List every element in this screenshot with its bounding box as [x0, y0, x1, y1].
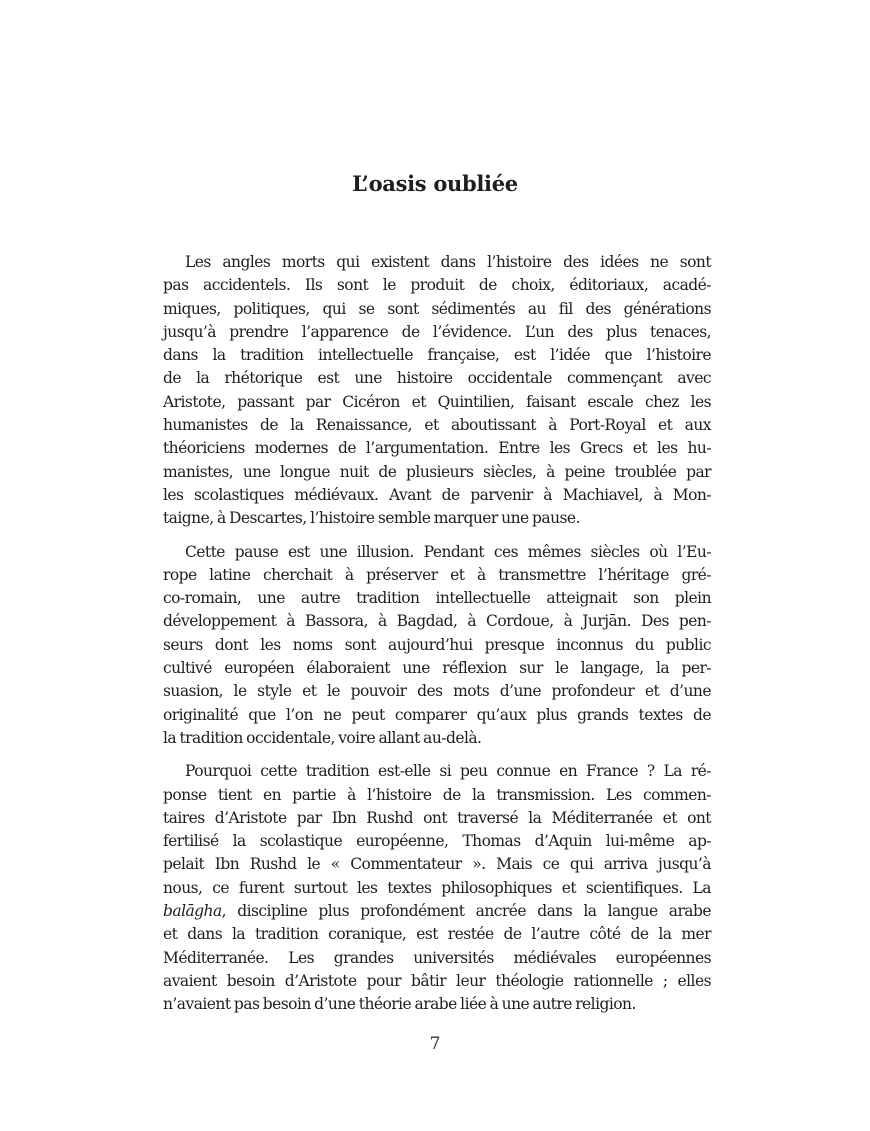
page-number: 7	[429, 1034, 441, 1054]
text-line: et dans la tradition coranique, est restée de l’autre côté de la mer	[163, 925, 711, 944]
text-line: balāgha, discipline plus profondément ancrée dans la langue arabe	[163, 902, 711, 921]
text-line: Les angles morts qui existent dans l’histoire des idées ne sont	[185, 253, 711, 271]
text-line: taires d’Aristote par Ibn Rushd ont traversé la Méditerranée et ont	[163, 808, 711, 827]
paragraph-2	[163, 541, 711, 751]
text-line: les scolastiques médiévaux. Avant de parvenir à Machiavel, à Mon-	[163, 485, 711, 504]
text-line: théoriciens modernes de l’argumentation. Entre les Grecs et les hu-	[163, 439, 711, 458]
text-line: Méditerranée. Les grandes universités médiévales européennes	[163, 948, 711, 967]
text-line: miques, politiques, qui se sont sédimentés au fil des générations	[163, 299, 711, 318]
text-line: ponse tient en partie à l’histoire de la transmission. Les commen-	[163, 785, 711, 804]
text-line: pas accidentels. Ils sont le produit de choix, éditoriaux, acadé-	[163, 276, 711, 295]
text-line: Pourquoi cette tradition est-elle si peu connue en France ? La ré-	[185, 762, 711, 781]
text-line: cultivé européen élaboraient une réflexion sur le langage, la per-	[163, 659, 711, 678]
text-line: humanistes de la Renaissance, et aboutissant à Port-Royal et aux	[163, 416, 711, 435]
text-line: rope latine cherchait à préserver et à transmettre l’héritage gré-	[163, 565, 711, 584]
text-line: originalité que l’on ne peut comparer qu’aux plus grands textes de	[163, 705, 711, 724]
text-line: fertilisé la scolastique européenne, Thomas d’Aquin lui-même ap-	[163, 832, 711, 851]
text-line: suasion, le style et le pouvoir des mots d’une profondeur et d’une	[163, 682, 711, 701]
chapter-title: L’oasis oubliée	[352, 171, 518, 196]
body-text	[163, 251, 711, 1027]
text-line: manistes, une longue nuit de plusieurs siècles, à peine troublée par	[163, 462, 711, 481]
text-line: de la rhétorique est une histoire occidentale commençant avec	[163, 369, 711, 388]
paragraph-3	[163, 760, 711, 1016]
text-line: avaient besoin d’Aristote pour bâtir leur théologie rationnelle ; elles	[163, 971, 711, 990]
text-line: Cette pause est une illusion. Pendant ces mêmes siècles où l’Eu-	[185, 542, 711, 561]
text-line: nous, ce furent surtout les textes philosophiques et scientifiques. La	[163, 878, 711, 897]
text-line: taigne, à Descartes, l’histoire semble marquer une pause.	[163, 509, 580, 528]
text-line: dans la tradition intellectuelle française, est l’idée que l’histoire	[163, 346, 711, 365]
text-line: n’avaient pas besoin d’une théorie arabe liée à une autre religion.	[163, 995, 636, 1014]
text-line: Aristote, passant par Cicéron et Quintilien, faisant escale chez les	[163, 392, 711, 411]
text-line: co-romain, une autre tradition intellectuelle atteignait son plein	[163, 589, 711, 608]
text-line: pelait Ibn Rushd le « Commentateur ». Mais ce qui arriva jusqu’à	[163, 855, 711, 874]
paragraph-1	[163, 251, 711, 531]
text-line: jusqu’à prendre l’apparence de l’évidence. L’un des plus tenaces,	[163, 322, 711, 341]
text-line: développement à Bassora, à Bagdad, à Cordoue, à Jurjān. Des pen-	[163, 612, 711, 631]
text-line: la tradition occidentale, voire allant au-delà.	[163, 728, 482, 747]
text-line: seurs dont les noms sont aujourd’hui presque inconnus du public	[163, 635, 711, 654]
